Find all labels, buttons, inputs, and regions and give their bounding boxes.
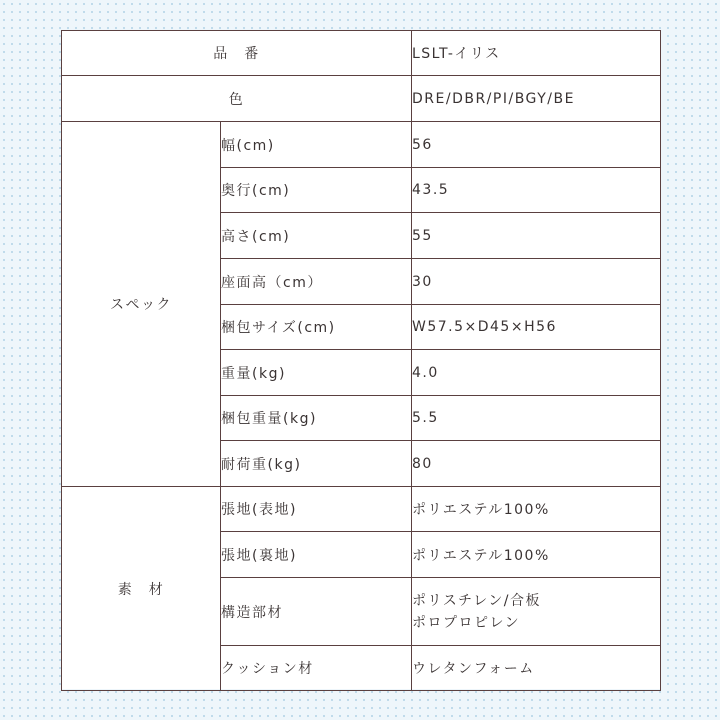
material-value-upholstery-inner: ポリエステル100%: [412, 532, 661, 578]
material-label-upholstery-inner: 張地(裏地): [221, 532, 412, 578]
row-label-color: 色: [62, 76, 412, 122]
material-label-upholstery-outer: 張地(表地): [221, 487, 412, 532]
spec-value-package-size: W57.5×D45×H56: [412, 305, 661, 350]
spec-label-depth: 奥行(cm): [221, 168, 412, 213]
table-row: [62, 31, 661, 76]
table-row: [62, 487, 661, 532]
spec-value-seat-height: 30: [412, 259, 661, 305]
spec-label-seat-height: 座面高（cm）: [221, 259, 412, 305]
spec-label-package-size: 梱包サイズ(cm): [221, 305, 412, 350]
material-label-cushion: クッション材: [221, 646, 412, 691]
spec-label-load-capacity: 耐荷重(kg): [221, 441, 412, 487]
table-row: [62, 76, 661, 122]
spec-value-height: 55: [412, 213, 661, 259]
spec-value-width: 56: [412, 122, 661, 168]
material-value-structure-line-2: ポロプロピレン: [412, 614, 521, 631]
spec-value-package-weight: 5.5: [412, 396, 661, 441]
table-row: [62, 122, 661, 168]
material-value-upholstery-outer: ポリエステル100%: [412, 487, 661, 532]
group-label-spec: スペック: [62, 122, 221, 487]
spec-label-package-weight: 梱包重量(kg): [221, 396, 412, 441]
row-value-color: DRE/DBR/PI/BGY/BE: [412, 76, 661, 122]
row-value-product-number: LSLT-イリス: [412, 31, 661, 76]
material-value-cushion: ウレタンフォーム: [412, 646, 661, 691]
spec-value-depth: 43.5: [412, 168, 661, 213]
material-value-structure-line-1: ポリスチレン/合板: [412, 592, 542, 609]
material-label-structure: 構造部材: [221, 578, 412, 646]
spec-table: [61, 30, 661, 691]
spec-label-weight: 重量(kg): [221, 350, 412, 396]
material-value-structure: [412, 578, 661, 646]
spec-label-width: 幅(cm): [221, 122, 412, 168]
group-label-material: 素 材: [62, 487, 221, 691]
spec-label-height: 高さ(cm): [221, 213, 412, 259]
spec-value-weight: 4.0: [412, 350, 661, 396]
row-label-product-number: 品 番: [62, 31, 412, 76]
spec-value-load-capacity: 80: [412, 441, 661, 487]
